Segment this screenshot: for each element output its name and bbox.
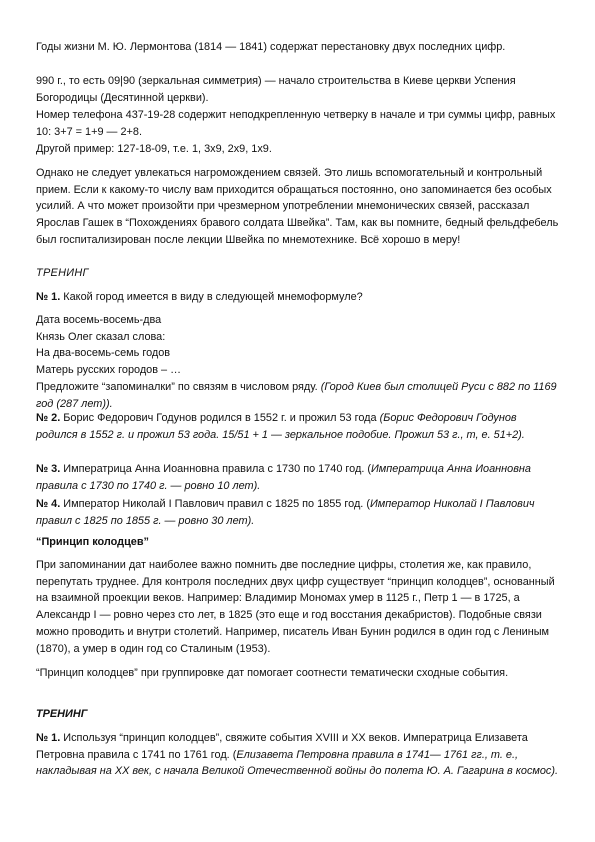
poem-line: Князь Олег сказал слова:	[36, 330, 166, 343]
task-5	[36, 730, 559, 780]
paragraph-principle: При запоминании дат наиболее важно помнить две последние цифры, столетия же, как правило, перепутать труднее. Для контроля последних двух цифр существует “принцип колодцев”, основанный на взаимной проекции веков. Например: Владимир Мономах умер в 1125 г., Петр 1 — в 1725, а Александр I — ровно через сто лет, в 1825 (это еще и год восстания декабристов). Подобные связи можно проводить и внутри столетий. Например, писатель Иван Бунин родился в один год с Лениным (1870), а умер в один год со Сталиным (1953).	[36, 559, 555, 655]
task-2-answer: (Борис Федорович Годунов родился в 1552 г. и прожил 53 года. 15/51 + 1 — зеркальное подобие. Прожил 53 г., т, е. 51+2).	[36, 412, 525, 441]
task-5-text: Используя “принцип колодцев”, свяжите события XVIII и XX веков. Императрица Елизавета Петровна правила с 1741 по 1761 год. (	[36, 732, 528, 761]
task-4-answer: Император Николай I Павлович правил с 1825 по 1855 г. — ровно 30 лет).	[36, 498, 535, 527]
task-3-answer: Императрица Анна Иоанновна правила с 1730 по 1740 г. — ровно 10 лет).	[36, 463, 531, 492]
mnemonic-poem	[36, 312, 559, 412]
poem-answer: (Город Киев был столицей Руси с 882 по 1169 год (287 лет)).	[36, 380, 557, 410]
task-2-text: Борис Федорович Годунов родился в 1552 г. и прожил 53 года	[60, 412, 380, 424]
task-5-answer: Елизавета Петровна правила в 1741— 1761 гг., т. е., накладывая на XX век, с начала Великой Отечественной войны до полета Ю. А. Гагарина в космос).	[36, 748, 559, 778]
task-4-text: Император Николай I Павлович правил с 1825 по 1855 год. (	[60, 498, 370, 510]
paragraph-lermontov: Годы жизни М. Ю. Лермонтова (1814 — 1841) содержат перестановку двух последних цифр.	[36, 41, 506, 53]
training-heading-2: ТРЕНИНГ	[36, 708, 88, 720]
training-heading-1: ТРЕНИНГ	[36, 267, 89, 279]
poem-task-text: Предложите “запоминалки” по связям в числовом ряду.	[36, 380, 321, 393]
paragraph-desyatinnaya: 990 г., то есть 09|90 (зеркальная симметрия) — начало строительства в Киеве церкви Успения Богородицы (Десятинной церкви).	[36, 75, 516, 104]
task-3-number: № 3.	[36, 463, 61, 475]
task-3-text: Императрица Анна Иоанновна правила с 1730 по 1740 год. (	[60, 463, 372, 475]
task-2	[36, 410, 559, 443]
paragraph-caution: Однако не следует увлекаться нагромождением связей. Это лишь вспомогательный и контрольный прием. Если к какому-то числу вам приходится обращаться постоянно, оно запоминается без особых усилий. А что может произойти при чрезмерном употреблении мнемонических связей, рассказал Ярослав Гашек в “Похождениях бравого солдата Швейка”. Там, как вы помните, бедный фельдфебель был госпитализирован после лекции Швейка по мнемотехнике. Всё хорошо в меру!	[36, 167, 559, 246]
principle-heading: “Принцип колодцев”	[36, 536, 149, 548]
task-1-text: Какой город имеется в виду в следующей мнемоформуле?	[60, 291, 363, 303]
paragraph-phone-number: Номер телефона 437-19-28 содержит неподкрепленную четверку в начале и три суммы цифр, равных 10: 3+7 = 1+9 — 2+8.	[36, 109, 556, 138]
poem-line: Дата восемь-восемь-два	[36, 314, 162, 326]
task-4	[36, 496, 559, 529]
task-1-number: № 1.	[36, 291, 61, 303]
paragraph-grouping: “Принцип колодцев” при группировке дат помогает соотнести тематически сходные события.	[36, 667, 509, 679]
task-2-number: № 2.	[36, 412, 61, 424]
poem-task	[36, 379, 559, 412]
poem-line: На два-восемь-семь годов	[36, 347, 171, 360]
paragraph-other-example: Другой пример: 127-18-09, т.е. 1, 3х9, 2х9, 1х9.	[36, 143, 272, 155]
poem-line: Матерь русских городов – …	[36, 364, 182, 377]
task-3	[36, 461, 559, 494]
task-5-number: № 1.	[36, 732, 61, 744]
task-4-number: № 4.	[36, 498, 61, 510]
task-1	[36, 289, 559, 306]
